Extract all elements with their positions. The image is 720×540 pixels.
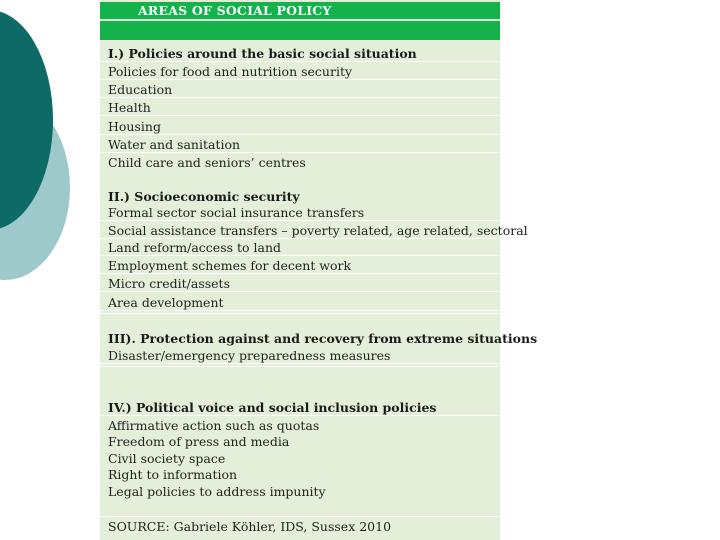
table-row: Education (100, 81, 498, 98)
table-row: Employment schemes for decent work (100, 257, 498, 274)
table-row: Land reform/access to land (100, 239, 498, 256)
table-row: Area development (100, 294, 498, 311)
section-divider (100, 516, 498, 517)
section-heading: III). Protection against and recovery from extreme situations (108, 331, 538, 346)
table-row: Formal sector social insurance transfers (100, 204, 498, 221)
title-bar (100, 2, 500, 19)
section-heading: I.) Policies around the basic social situation (100, 45, 498, 62)
table-row: Right to information (108, 467, 238, 482)
section-divider (100, 366, 498, 367)
table-row: Civil society space (108, 451, 226, 466)
table-row: Policies for food and nutrition security (100, 63, 498, 80)
table-row: Legal policies to address impunity (108, 484, 326, 499)
table-title: AREAS OF SOCIAL POLICY (138, 3, 332, 18)
table-row: Housing (100, 118, 498, 135)
table-row: Water and sanitation (100, 136, 498, 153)
section-divider (100, 313, 498, 314)
table-row: Disaster/emergency preparedness measures (100, 347, 498, 364)
source-citation: SOURCE: Gabriele Köhler, IDS, Sussex 2010 (108, 519, 392, 534)
table-row: Micro credit/assets (100, 275, 498, 292)
section-heading: IV.) Political voice and social inclusion policies (100, 399, 498, 416)
table-row: Health (100, 99, 498, 116)
header-band (100, 21, 500, 40)
table-row: Child care and seniors’ centres (108, 155, 306, 170)
table-row: Social assistance transfers – poverty related, age related, sectoral (100, 222, 498, 239)
section-heading: II.) Socioeconomic security (108, 189, 300, 204)
table-row: Freedom of press and media (108, 434, 290, 449)
table-row: Affirmative action such as quotas (108, 418, 320, 433)
